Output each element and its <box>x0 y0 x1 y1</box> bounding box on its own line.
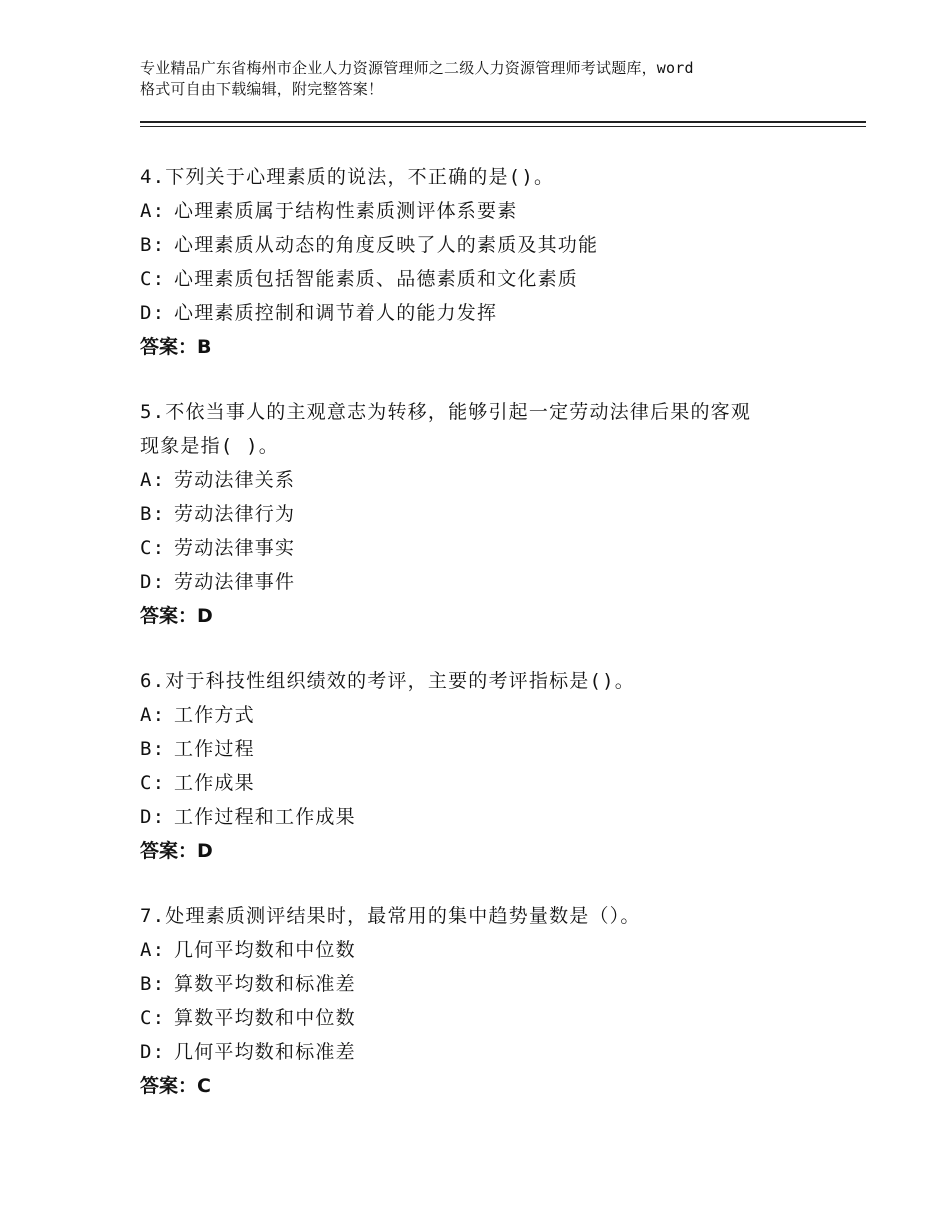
option-text: 工作过程 <box>174 738 255 760</box>
option-text: 工作过程和工作成果 <box>174 806 356 828</box>
answer-option <box>140 1001 840 1035</box>
answer-option <box>140 463 840 497</box>
option-text: 几何平均数和中位数 <box>174 939 356 961</box>
answer-value: D <box>197 605 213 627</box>
header-line-1: 专业精品广东省梅州市企业人力资源管理师之二级人力资源管理师考试题库，word <box>140 59 694 77</box>
answer-option <box>140 262 840 296</box>
question-stem: 4.下列关于心理素质的说法，不正确的是()。 <box>140 166 555 188</box>
option-letter: D: <box>140 571 166 593</box>
answer-value: D <box>197 840 213 862</box>
question-stem: 现象是指( )。 <box>140 435 279 457</box>
question-item <box>140 160 840 364</box>
answer-line <box>140 834 840 868</box>
answer-option <box>140 732 840 766</box>
option-letter: C: <box>140 772 166 794</box>
answer-label: 答案： <box>140 605 198 627</box>
answer-option <box>140 194 840 228</box>
option-text: 劳动法律行为 <box>174 503 296 525</box>
answer-line <box>140 330 840 364</box>
question-list <box>140 160 840 1134</box>
option-letter: A: <box>140 469 166 491</box>
option-text: 心理素质属于结构性素质测评体系要素 <box>174 200 518 222</box>
option-letter: B: <box>140 234 166 256</box>
option-text: 工作方式 <box>174 704 255 726</box>
option-text: 心理素质从动态的角度反映了人的素质及其功能 <box>174 234 599 256</box>
header-rule-thin <box>140 126 866 127</box>
option-text: 工作成果 <box>174 772 255 794</box>
question-stem: 6.对于科技性组织绩效的考评，主要的考评指标是()。 <box>140 670 635 692</box>
option-text: 劳动法律事实 <box>174 537 296 559</box>
option-letter: D: <box>140 806 166 828</box>
option-letter: D: <box>140 302 166 324</box>
answer-option <box>140 296 840 330</box>
answer-option <box>140 800 840 834</box>
option-letter: A: <box>140 200 166 222</box>
option-text: 心理素质控制和调节着人的能力发挥 <box>174 302 498 324</box>
answer-line <box>140 1069 840 1103</box>
answer-label: 答案： <box>140 336 198 358</box>
option-letter: A: <box>140 939 166 961</box>
option-letter: B: <box>140 503 166 525</box>
answer-value: B <box>197 336 212 358</box>
option-text: 心理素质包括智能素质、品德素质和文化素质 <box>174 268 579 290</box>
question-stem: 5.不依当事人的主观意志为转移，能够引起一定劳动法律后果的客观 <box>140 401 752 423</box>
answer-option <box>140 1035 840 1069</box>
answer-option <box>140 967 840 1001</box>
answer-option <box>140 933 840 967</box>
option-letter: C: <box>140 1007 166 1029</box>
option-letter: A: <box>140 704 166 726</box>
question-item <box>140 899 840 1103</box>
option-text: 几何平均数和标准差 <box>174 1041 356 1063</box>
header-line-2: 格式可自由下载编辑，附完整答案！ <box>140 80 384 98</box>
option-text: 算数平均数和中位数 <box>174 1007 356 1029</box>
option-text: 算数平均数和标准差 <box>174 973 356 995</box>
question-item <box>140 395 840 633</box>
option-letter: B: <box>140 973 166 995</box>
option-text: 劳动法律事件 <box>174 571 296 593</box>
option-letter: C: <box>140 537 166 559</box>
answer-option <box>140 698 840 732</box>
answer-line <box>140 599 840 633</box>
header-rule-thick <box>140 121 866 123</box>
answer-label: 答案： <box>140 840 198 862</box>
option-text: 劳动法律关系 <box>174 469 296 491</box>
question-stem: 7.处理素质测评结果时，最常用的集中趋势量数是（）。 <box>140 905 641 927</box>
option-letter: B: <box>140 738 166 760</box>
answer-option <box>140 228 840 262</box>
answer-option <box>140 565 840 599</box>
answer-option <box>140 531 840 565</box>
answer-option <box>140 766 840 800</box>
question-item <box>140 664 840 868</box>
option-letter: D: <box>140 1041 166 1063</box>
document-header <box>140 58 840 100</box>
option-letter: C: <box>140 268 166 290</box>
answer-value: C <box>197 1075 211 1097</box>
answer-label: 答案： <box>140 1075 198 1097</box>
answer-option <box>140 497 840 531</box>
